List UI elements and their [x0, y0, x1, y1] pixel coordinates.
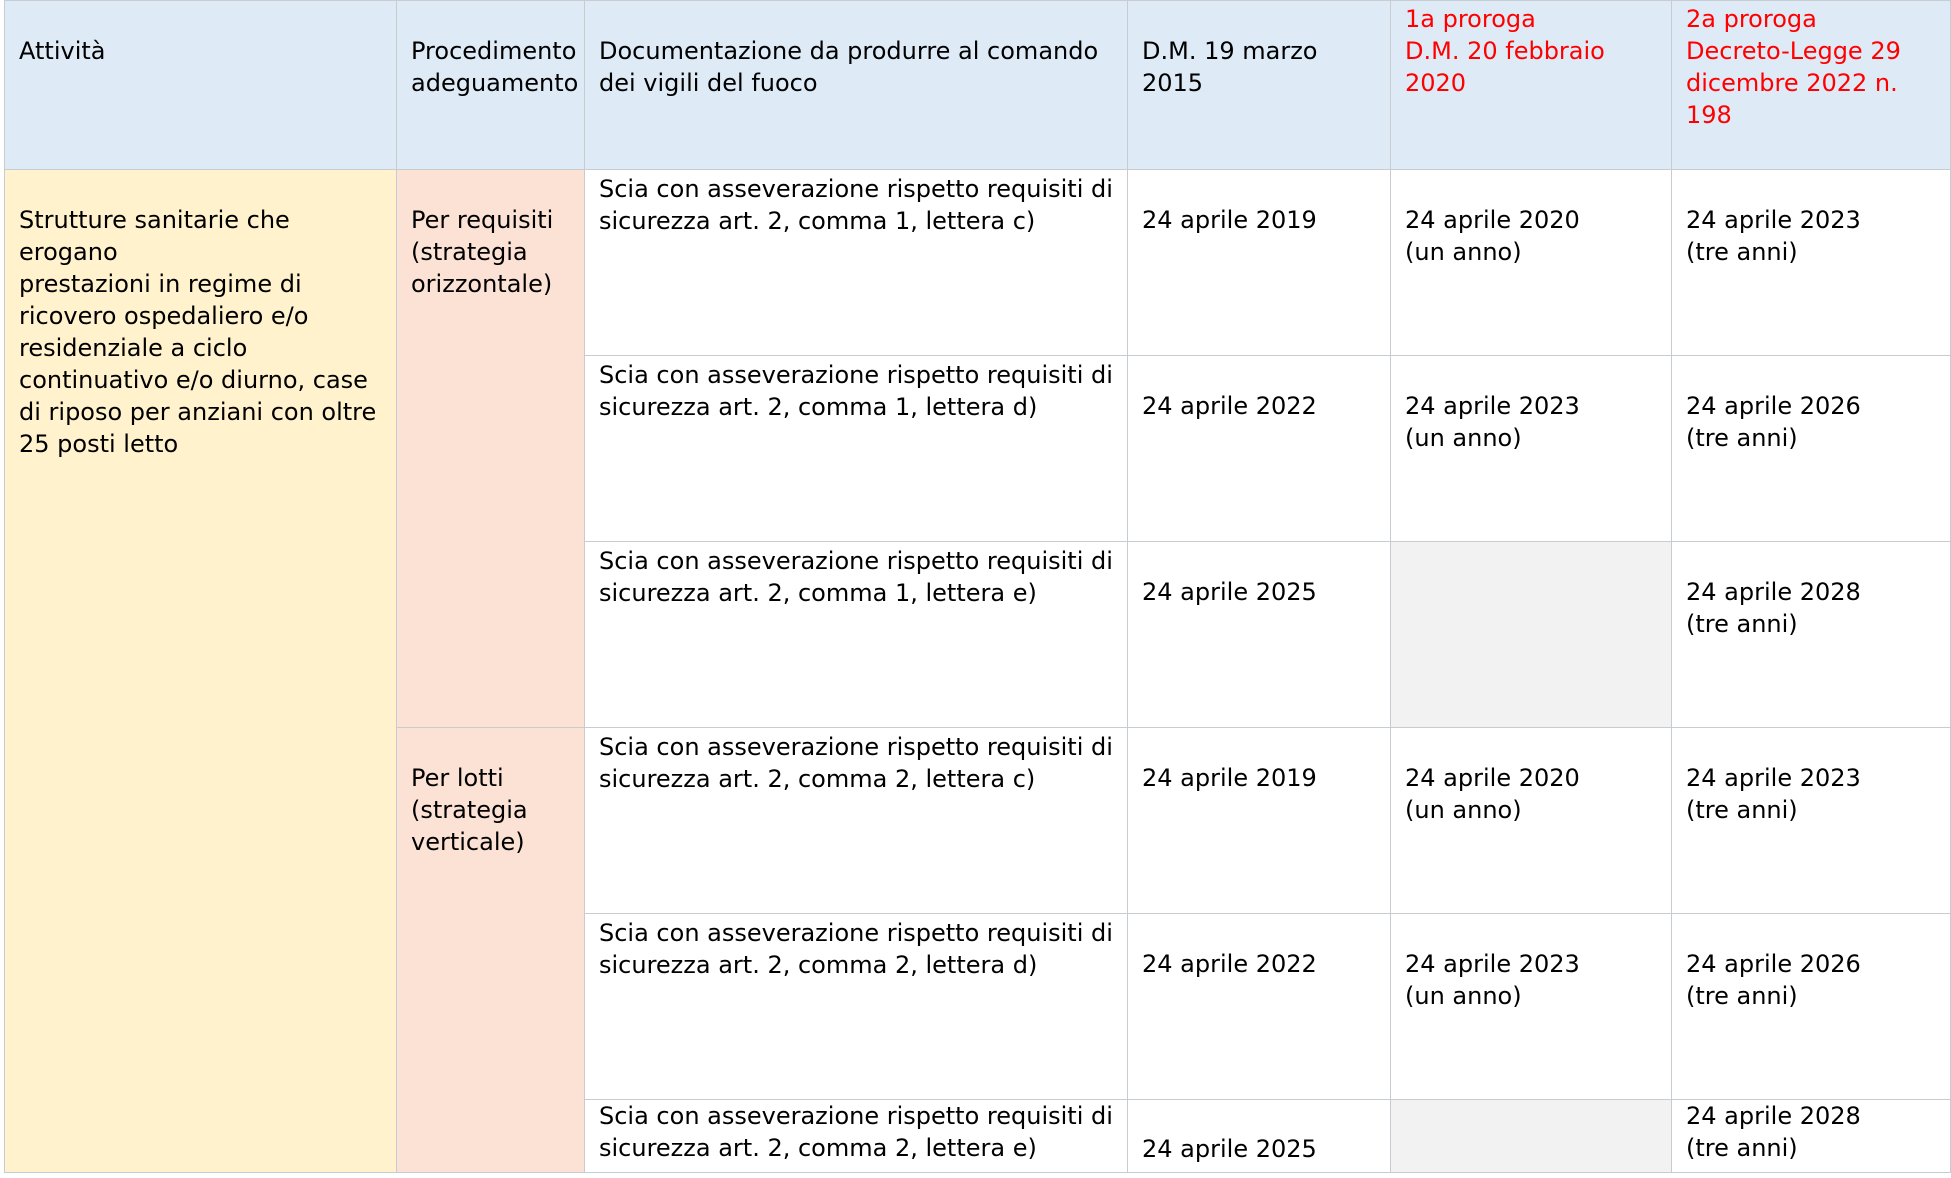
procedure-lotti: Per lotti (strategia verticale): [397, 728, 585, 1173]
proroga1-cell: 24 aprile 2020 (un anno): [1391, 728, 1672, 914]
header-procedimento: Procedimento adeguamento: [397, 1, 585, 170]
dm2015-cell: 24 aprile 2019: [1128, 728, 1391, 914]
header-documentazione: Documentazione da produrre al comando dei vigili del fuoco: [585, 1, 1128, 170]
dm2015-cell: 24 aprile 2025: [1128, 1100, 1391, 1173]
header-proroga1: 1a proroga D.M. 20 febbraio 2020: [1391, 1, 1672, 170]
proroga1-cell-empty: [1391, 1100, 1672, 1173]
doc-cell: Scia con asseverazione rispetto requisiti di sicurezza art. 2, comma 2, lettera d): [585, 914, 1128, 1100]
proroga2-cell: 24 aprile 2026 (tre anni): [1672, 914, 1951, 1100]
dm2015-cell: 24 aprile 2022: [1128, 914, 1391, 1100]
proroga2-cell: 24 aprile 2023 (tre anni): [1672, 728, 1951, 914]
doc-cell: Scia con asseverazione rispetto requisiti di sicurezza art. 2, comma 2, lettera c): [585, 728, 1128, 914]
deadlines-table: [4, 0, 1951, 1173]
proroga1-cell: 24 aprile 2023 (un anno): [1391, 356, 1672, 542]
dm2015-cell: 24 aprile 2019: [1128, 170, 1391, 356]
header-attivita: Attività: [5, 1, 397, 170]
proroga2-cell: 24 aprile 2023 (tre anni): [1672, 170, 1951, 356]
proroga2-cell: 24 aprile 2028 (tre anni): [1672, 542, 1951, 728]
dm2015-cell: 24 aprile 2022: [1128, 356, 1391, 542]
header-row: [5, 1, 1951, 170]
proroga1-cell-empty: [1391, 542, 1672, 728]
header-dm2015: D.M. 19 marzo 2015: [1128, 1, 1391, 170]
doc-cell: Scia con asseverazione rispetto requisiti di sicurezza art. 2, comma 1, lettera c): [585, 170, 1128, 356]
proroga1-cell: 24 aprile 2020 (un anno): [1391, 170, 1672, 356]
proroga2-cell: 24 aprile 2026 (tre anni): [1672, 356, 1951, 542]
table-row: [5, 170, 1951, 356]
proroga2-cell: 24 aprile 2028 (tre anni): [1672, 1100, 1951, 1173]
procedure-requisiti: Per requisiti (strategia orizzontale): [397, 170, 585, 728]
doc-cell: Scia con asseverazione rispetto requisiti di sicurezza art. 2, comma 1, lettera d): [585, 356, 1128, 542]
proroga1-cell: 24 aprile 2023 (un anno): [1391, 914, 1672, 1100]
doc-cell: Scia con asseverazione rispetto requisiti di sicurezza art. 2, comma 2, lettera e): [585, 1100, 1128, 1173]
doc-cell: Scia con asseverazione rispetto requisiti di sicurezza art. 2, comma 1, lettera e): [585, 542, 1128, 728]
dm2015-cell: 24 aprile 2025: [1128, 542, 1391, 728]
activity-cell: Strutture sanitarie che erogano prestazioni in regime di ricovero ospedaliero e/o residenziale a ciclo continuativo e/o diurno, case di riposo per anziani con oltre 25 posti letto: [5, 170, 397, 1173]
header-proroga2: 2a proroga Decreto-Legge 29 dicembre 2022 n. 198: [1672, 1, 1951, 170]
